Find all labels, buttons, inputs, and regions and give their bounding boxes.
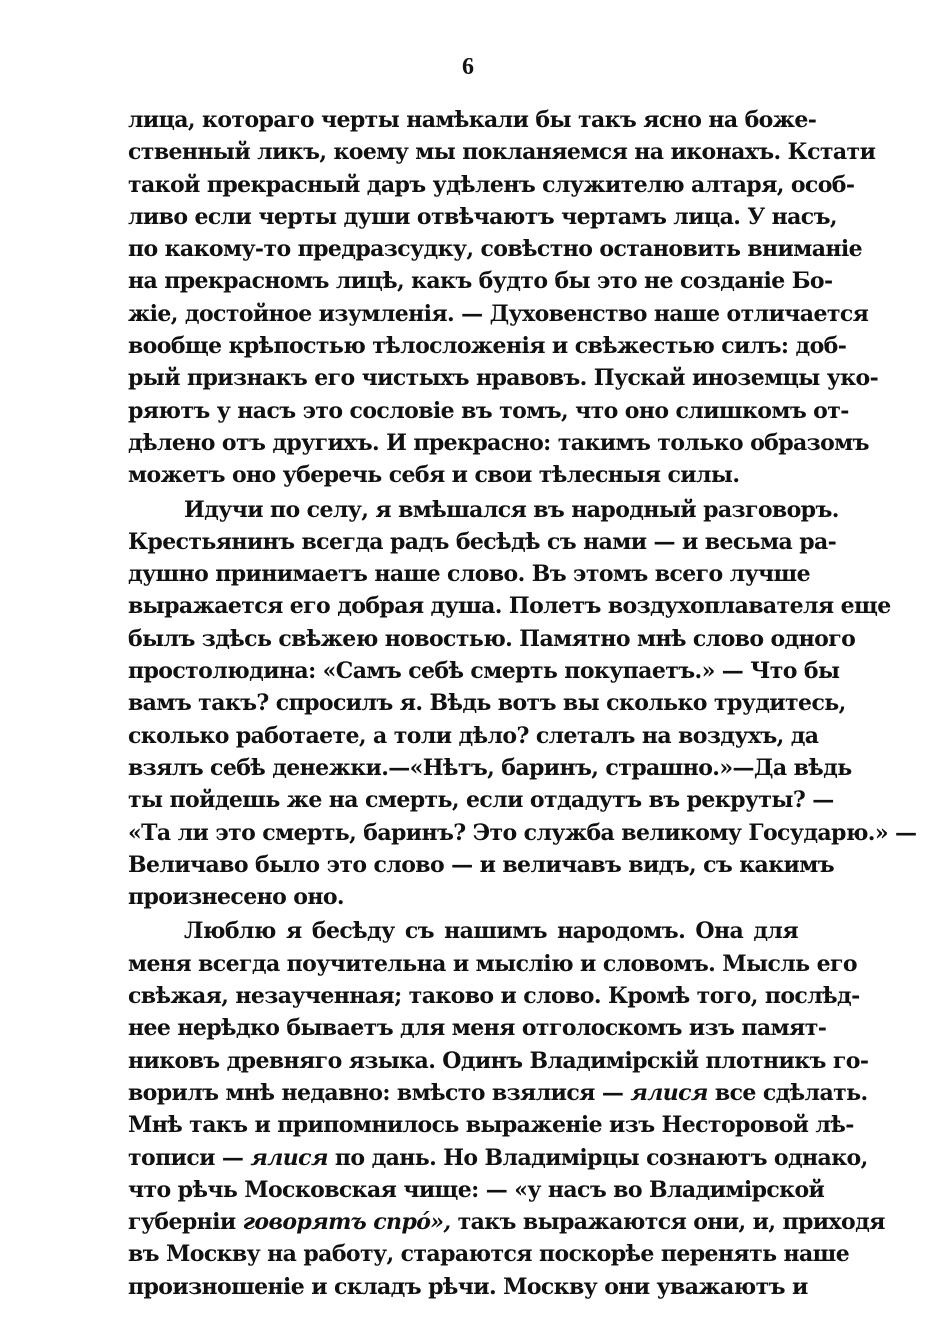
text-line: сколько работаете, а толи дѣло? слеталъ на воздухъ, да — [128, 722, 819, 749]
text-line: на прекрасномъ лицѣ, какъ будто бы это не созданіе Бо- — [128, 268, 833, 295]
text-line: Идучи по селу, я вмѣшался въ народный разговоръ. — [184, 496, 839, 523]
text-line: можетъ оно уберечь себя и свои тѣлесныя силы. — [128, 462, 740, 489]
line-text: все сдѣлать. — [707, 1079, 868, 1106]
text-line: дѣлено отъ другихъ. И прекрасно: такимъ только образомъ — [128, 429, 869, 456]
line-text: ворилъ мнѣ недавно: вмѣсто взялися — — [128, 1079, 631, 1106]
text-line: ряютъ у насъ это сословіе въ томъ, что оно слишкомъ от- — [128, 397, 849, 424]
text-line: рый признакъ его чистыхъ нравовъ. Пускай иноземцы уко- — [128, 365, 879, 392]
text-line: свѣжая, незаученная; таково и слово. Кромѣ того, послѣд- — [128, 983, 860, 1010]
text-line: жіе, достойное изумленія. — Духовенство наше отличается — [128, 300, 869, 327]
line-text: тописи — — [128, 1144, 251, 1171]
text-line: Люблю я бесѣду съ нашимъ народомъ. Она для — [184, 918, 798, 945]
text-line: произношеніе и складъ рѣчи. Москву они уважаютъ и — [128, 1273, 808, 1300]
text-line-with-italic — [128, 1206, 885, 1238]
body-text — [128, 104, 917, 1303]
text-line: меня всегда поучительна и мыслію и словомъ. Мысль его — [128, 950, 857, 977]
text-line: произнесено оно. — [128, 884, 344, 911]
text-line: вамъ такъ? спросилъ я. Вѣдь вотъ вы сколько трудитесь, — [128, 690, 846, 717]
text-line: нее нерѣдко бываетъ для меня отголоскомъ изъ памят- — [128, 1015, 827, 1042]
paragraph-3 — [128, 915, 885, 1303]
italic-word: ялися — [630, 1079, 708, 1106]
text-line: ты пойдешь же на смерть, если отдадутъ въ рекруты? — — [128, 787, 834, 814]
text-line: такой прекрасный даръ удѣленъ служителю алтаря, особ- — [128, 171, 855, 198]
text-line-with-italic — [128, 1142, 868, 1174]
text-line: Величаво было это слово — и величавъ видъ, съ какимъ — [128, 851, 834, 878]
text-line: «Та ли это смерть, баринъ? Это служба великому Государю.» — — [128, 819, 917, 846]
text-line: ливо если черты души отвѣчаютъ чертамъ лица. У насъ, — [128, 203, 837, 230]
page-number: 6 — [462, 54, 474, 80]
text-line: душно принимаетъ наше слово. Въ этомъ всего лучше — [128, 561, 811, 588]
line-text: такъ выражаются они, и, приходя — [450, 1209, 885, 1236]
italic-word: ялися — [250, 1144, 328, 1171]
text-line: никовъ древняго языка. Одинъ Владимірскій плотникъ го- — [128, 1047, 869, 1074]
text-line: взялъ себѣ денежки.—«Нѣтъ, баринъ, страшно.»—Да вѣдь — [128, 754, 852, 781]
line-text: по дань. Но Владимірцы сознаютъ однако, — [327, 1144, 868, 1171]
text-line: Крестьянинъ всегда радъ бесѣдѣ съ нами — и весьма ра- — [128, 528, 837, 555]
text-line: выражается его добрая душа. Полетъ воздухоплавателя еще — [128, 593, 891, 620]
text-line-with-italic — [128, 1077, 868, 1109]
text-line: по какому-то предразсудку, совѣстно остановить вниманіе — [128, 236, 863, 263]
text-line: ственный ликъ, коему мы покланяемся на иконахъ. Кстати — [128, 139, 876, 166]
text-line: въ Москву на работу, стараются поскорѣе перенять наше — [128, 1241, 850, 1268]
text-line: Мнѣ такъ и припомнилось выраженіе изъ Несторовой лѣ- — [128, 1112, 854, 1139]
paragraph-2 — [128, 494, 917, 914]
text-line: что рѣчь Московская чище: — «у насъ во Владимірской — [128, 1176, 825, 1203]
line-text: губерніи — [128, 1209, 243, 1236]
text-line: лица, котораго черты намѣкали бы такъ ясно на боже- — [128, 107, 817, 133]
text-line: простолюдина: «Самъ себѣ смерть покупаетъ.» — Что бы — [128, 658, 840, 685]
text-line: былъ здѣсь свѣжею новостью. Памятно мнѣ слово одного — [128, 625, 856, 652]
text-line: вообще крѣпостью тѣлосложенія и свѣжестью силъ: доб- — [128, 333, 847, 360]
italic-phrase: говорятъ спрó», — [242, 1209, 451, 1236]
paragraph-1 — [128, 104, 879, 492]
